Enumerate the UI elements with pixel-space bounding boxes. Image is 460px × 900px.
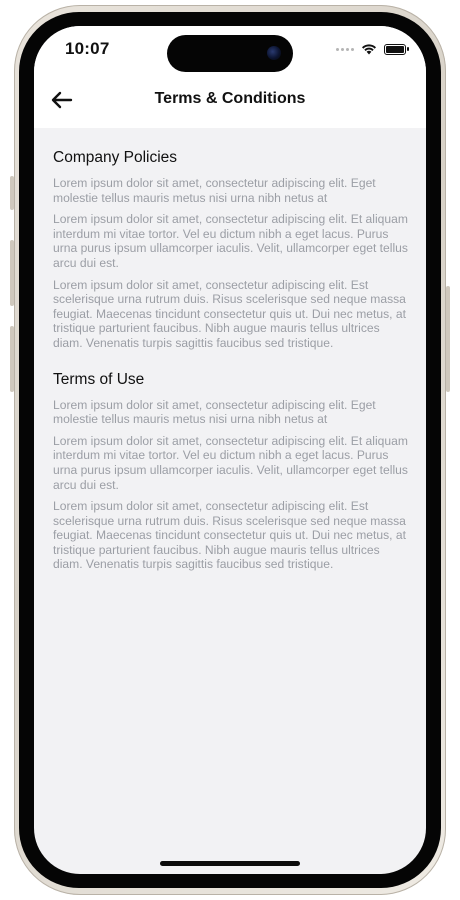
cellular-signal-icon xyxy=(336,48,354,51)
section-paragraph: Lorem ipsum dolor sit amet, consectetur adipiscing elit. Eget molestie tellus mauris metus nisi urna nibh netus at xyxy=(53,176,376,205)
status-icons xyxy=(336,43,406,55)
section-paragraph: Lorem ipsum dolor sit amet, consectetur adipiscing elit. Est scelerisque urna rutrum duis. Risus scelerisque sed neque massa feugiat. Maecenas tincidunt consectetur quis ut. Dui nec metus, at tristique parturient faucibus. Nibh augue mauris tellus ultrices diam. Venenatis turpis sagittis faucibus sed tristique. xyxy=(53,499,406,572)
wifi-icon xyxy=(361,43,377,55)
terms-content[interactable] xyxy=(53,149,408,592)
top-bar xyxy=(34,26,426,128)
section-title: Terms of Use xyxy=(53,370,145,388)
section-paragraph: Lorem ipsum dolor sit amet, consectetur adipiscing elit. Et aliquam interdum mi vitae tortor. Vel eu dictum nibh a eget lacus. Purus urna purus ipsum ullamcorper iaculis. Velit, ullamcorper eget tellus arcu dui est. xyxy=(53,433,408,492)
status-time: 10:07 xyxy=(65,39,110,58)
section-paragraph: Lorem ipsum dolor sit amet, consectetur adipiscing elit. Est scelerisque urna rutrum duis. Risus scelerisque sed neque massa feugiat. Maecenas tincidunt consectetur quis ut. Dui nec metus, at tristique parturient faucibus. Nibh augue mauris tellus ultrices diam. Venenatis turpis sagittis faucibus sed tristique. xyxy=(53,277,406,350)
phone-screen xyxy=(34,26,426,874)
section-paragraph: Lorem ipsum dolor sit amet, consectetur adipiscing elit. Eget molestie tellus mauris metus nisi urna nibh netus at xyxy=(53,397,376,427)
page-title: Terms & Conditions xyxy=(154,90,306,107)
section-company-policies xyxy=(53,149,408,351)
volume-up-button xyxy=(10,240,14,306)
section-title: Company Policies xyxy=(53,149,178,166)
dynamic-island xyxy=(167,35,293,72)
section-terms-of-use xyxy=(53,371,408,573)
battery-icon xyxy=(384,44,406,55)
action-button xyxy=(10,176,14,210)
power-button xyxy=(446,286,450,392)
section-paragraph: Lorem ipsum dolor sit amet, consectetur adipiscing elit. Et aliquam interdum mi vitae tortor. Vel eu dictum nibh a eget lacus. Purus urna purus ipsum ullamcorper iaculis. Velit, ullamcorper eget tellus arcu dui est. xyxy=(53,212,408,270)
volume-down-button xyxy=(10,326,14,392)
home-indicator[interactable] xyxy=(160,861,300,866)
front-camera xyxy=(267,46,281,60)
